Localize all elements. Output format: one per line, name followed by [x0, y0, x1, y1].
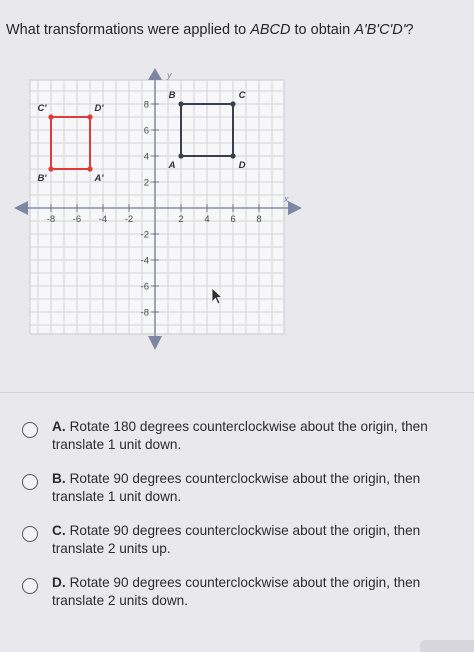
x-axis-label: x: [284, 194, 289, 204]
x-tick-label: -8: [46, 214, 56, 225]
question-suffix: ?: [405, 22, 414, 38]
option-b-line2: translate 1 unit down.: [52, 489, 182, 504]
question-text: [6, 20, 466, 40]
radio-b[interactable]: [22, 474, 38, 490]
x-tick-label: 2: [178, 214, 184, 225]
answer-options: [22, 418, 462, 626]
divider: [0, 392, 474, 393]
corner-button[interactable]: [420, 640, 474, 652]
x-tick-label: 6: [230, 214, 236, 225]
option-b[interactable]: [22, 470, 462, 522]
option-a-line1: Rotate 180 degrees counterclockwise about the origin, then: [69, 419, 428, 434]
shape-image-vertex: [48, 166, 53, 171]
option-d-text: [52, 574, 420, 610]
option-b-letter: B.: [52, 471, 66, 486]
y-tick-label: 6: [143, 125, 149, 137]
radio-a[interactable]: [22, 422, 38, 438]
graph-svg: [12, 66, 304, 356]
option-a-line2: translate 1 unit down.: [52, 437, 182, 452]
shape-image-vertex: [48, 114, 53, 119]
shape-image-vertex-label: C': [37, 103, 47, 114]
shape-abcd-vertex-label: D: [238, 160, 246, 171]
shape-image-vertex-label: D': [94, 103, 104, 114]
option-d-letter: D.: [52, 575, 66, 590]
x-axis-arrow-right: [288, 201, 302, 215]
option-d-line2: translate 2 units down.: [52, 593, 189, 608]
radio-d[interactable]: [22, 578, 38, 594]
y-tick-label: -8: [140, 307, 149, 319]
shape-name-original: ABCD: [250, 22, 291, 38]
option-c[interactable]: [22, 522, 462, 574]
shape-image-vertex-label: A': [94, 173, 104, 184]
shape-image-vertex: [87, 114, 92, 119]
shape-abcd-vertex: [178, 153, 183, 158]
y-tick-label: 2: [143, 177, 149, 189]
shape-abcd-vertex-label: A: [168, 160, 176, 171]
coordinate-graph: [12, 66, 304, 356]
x-axis-arrow-left: [14, 201, 28, 215]
option-b-text: [52, 470, 420, 506]
option-a-letter: A.: [52, 419, 66, 434]
x-tick-label: 8: [256, 214, 262, 225]
y-tick-label: 4: [143, 151, 149, 163]
y-axis-label: y: [167, 70, 172, 80]
x-tick-label: 4: [204, 214, 210, 225]
option-d[interactable]: [22, 574, 462, 626]
option-c-line1: Rotate 90 degrees counterclockwise about the origin, then: [69, 523, 421, 538]
shape-abcd-vertex-label: C: [238, 90, 246, 101]
option-c-text: [52, 522, 420, 558]
y-tick-label: -2: [140, 229, 149, 241]
x-tick-label: -2: [124, 214, 134, 225]
question-prefix: What transformations were applied to: [6, 22, 251, 38]
shape-name-image: A'B'C'D': [354, 22, 406, 38]
y-axis-arrow-down: [148, 336, 162, 350]
y-tick-label: -6: [140, 281, 149, 293]
shape-abcd-vertex-label: B: [168, 90, 176, 101]
shape-abcd-vertex: [178, 101, 183, 106]
x-tick-label: -6: [72, 214, 82, 225]
option-b-line1: Rotate 90 degrees counterclockwise about the origin, then: [69, 471, 421, 486]
x-tick-label: -4: [98, 214, 108, 225]
shape-abcd-vertex: [230, 101, 235, 106]
option-c-letter: C.: [52, 523, 66, 538]
option-d-line1: Rotate 90 degrees counterclockwise about the origin, then: [69, 575, 421, 590]
shape-image-vertex: [87, 166, 92, 171]
option-a[interactable]: [22, 418, 462, 470]
y-tick-label: -4: [140, 255, 149, 267]
radio-c[interactable]: [22, 526, 38, 542]
shape-image-vertex-label: B': [37, 173, 47, 184]
option-a-text: [52, 418, 428, 454]
shape-abcd-vertex: [230, 153, 235, 158]
y-tick-label: 8: [143, 99, 149, 111]
y-axis-arrow-up: [148, 68, 162, 80]
question-middle: to obtain: [290, 22, 355, 38]
option-c-line2: translate 2 units up.: [52, 541, 171, 556]
